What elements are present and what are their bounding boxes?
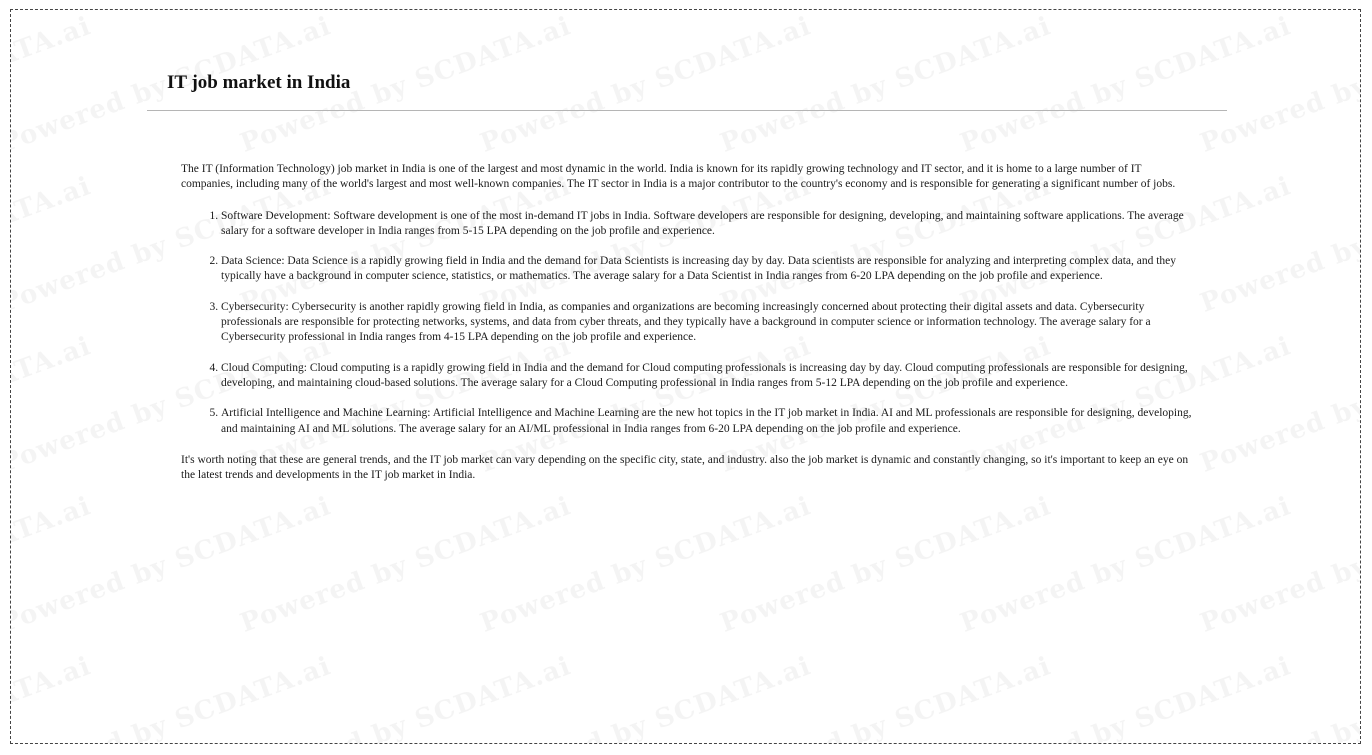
- list-item: 5. Artificial Intelligence and Machine Learning: Artificial Intelligence and Machine Learning are the new hot topics in the IT job market in India. AI and ML professionals are responsible for designing, developing, and maintaining AI and ML solutions. The average salary for an AI/ML professional in India ranges from 6-20 LPA depending on the job profile and experience.: [221, 406, 1193, 437]
- job-list: [181, 209, 1193, 437]
- watermark-text: [1196, 491, 1360, 639]
- watermark-text: [476, 491, 815, 639]
- watermark-text: [476, 11, 815, 159]
- closing-paragraph: It's worth noting that these are general trends, and the IT job market can vary depending on the specific city, state, and industry. also the job market is dynamic and constantly changing, so it's important to keep an eye on the latest trends and developments in the IT job market in India.: [181, 453, 1189, 482]
- list-item: 3. Cybersecurity: Cybersecurity is another rapidly growing field in India, as companies and organizations are becoming increasingly concerned about protecting their digital assets and data. Cybersecurity professionals are responsible for protecting networks, systems, and data from cyber threats, and they typically have a background in computer science or information technology. The average salary for a Cybersecurity professional in India ranges from 4-15 LPA depending on the job profile and experience.: [221, 300, 1193, 346]
- list-item: 2. Data Science: Data Science is a rapidly growing field in India and the demand for Data Scientists is increasing day by day. Data scientists are responsible for analyzing and interpreting complex data, and they typically have a background in computer science, statistics, or mathematics. The average salary for a Data Scientist in India ranges from 6-20 LPA depending on the job profile and experience.: [221, 254, 1193, 285]
- watermark-text: [476, 651, 815, 743]
- watermark-text: [716, 491, 1055, 639]
- watermark-text: [236, 651, 575, 743]
- document-body: [181, 162, 1193, 483]
- watermark-text: [11, 651, 95, 743]
- watermark-text: [11, 491, 95, 639]
- watermark-text: [11, 11, 95, 159]
- watermark-text: [716, 11, 1055, 159]
- watermark-text: [1196, 331, 1360, 479]
- watermark-text: [716, 651, 1055, 743]
- watermark-text: [1196, 651, 1360, 743]
- watermark-text: [11, 491, 335, 639]
- intro-paragraph: The IT (Information Technology) job market in India is one of the largest and most dynamic in the world. India is known for its rapidly growing technology and IT sector, and it is home to a large number of IT companies, including many of the world's largest and most well-known companies. The IT sector in India is a major contributor to the country's economy and is responsible for generating a significant number of jobs.: [181, 163, 1176, 191]
- document-frame: [10, 9, 1361, 744]
- watermark-text: [1196, 11, 1360, 159]
- watermark-text: [11, 331, 95, 479]
- watermark-text: [1196, 171, 1360, 319]
- page-title: IT job market in India: [167, 72, 351, 93]
- list-item: 4. Cloud Computing: Cloud computing is a rapidly growing field in India and the demand for Cloud computing professionals is increasing day by day. Cloud computing professionals are responsible for designing, developing, and maintaining cloud-based solutions. The average salary for a Cloud Computing professional in India ranges from 5-12 LPA depending on the job profile and experience.: [221, 361, 1193, 392]
- watermark-text: [956, 491, 1295, 639]
- watermark-text: [236, 491, 575, 639]
- list-item: 1. Software Development: Software development is one of the most in-demand IT jobs in India. Software developers are responsible for designing, developing, and maintaining software applications. The average salary for a software developer in India ranges from 5-15 LPA depending on the job profile and experience.: [221, 209, 1193, 240]
- watermark-text: [956, 651, 1295, 743]
- watermark-text: [956, 11, 1295, 159]
- watermark-text: [11, 651, 335, 743]
- watermark-text: [11, 171, 95, 319]
- title-divider: [147, 110, 1227, 111]
